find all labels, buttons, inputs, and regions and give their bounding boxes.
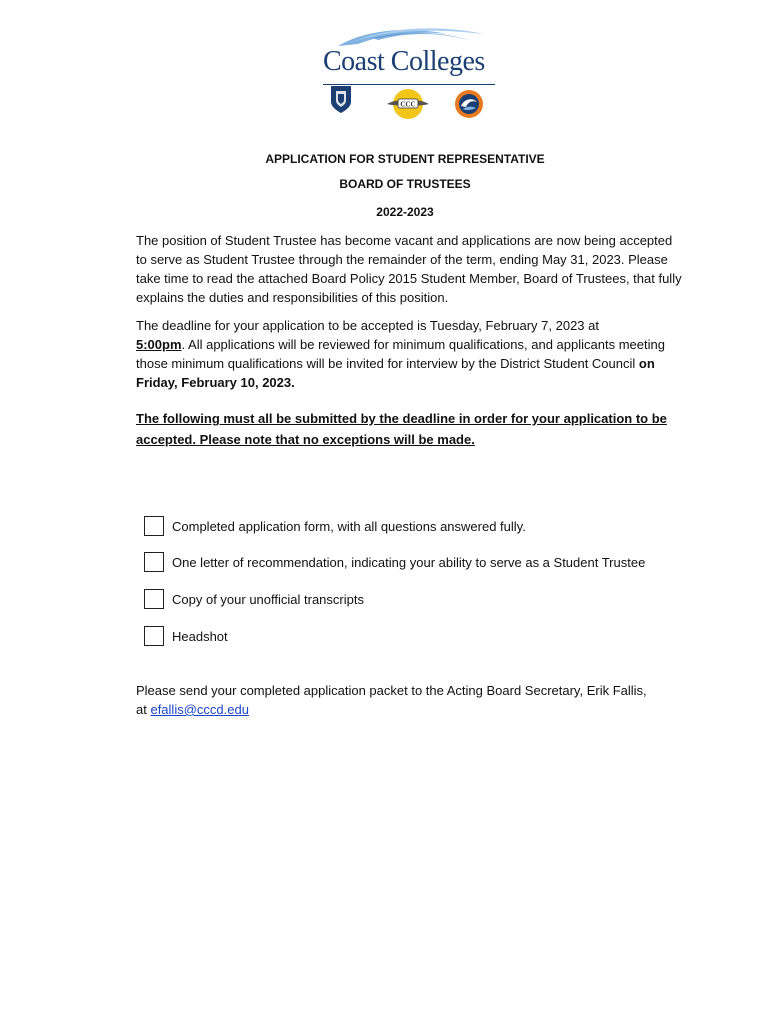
deadline-review-text: . All applications will be reviewed for minimum qualifications, and applicants meeting those minimum qualifications will be invited for interview by the District Student Council bbox=[136, 337, 665, 371]
submission-notice: The following must all be submitted by the deadline in order for your application to be accepted. Please note that no exceptions will be made. bbox=[136, 411, 667, 447]
deadline-paragraph bbox=[136, 316, 686, 392]
shield-seal-icon bbox=[330, 84, 352, 114]
ccc-seal-icon bbox=[385, 88, 431, 120]
document-subtitle: BOARD OF TRUSTEES bbox=[339, 177, 471, 191]
application-form-checkbox[interactable] bbox=[144, 516, 164, 536]
headshot-checkbox[interactable] bbox=[144, 626, 164, 646]
ccc-seal-label: CCC bbox=[400, 100, 416, 109]
recommendation-letter-checkbox[interactable] bbox=[144, 552, 164, 572]
checklist-label: Copy of your unofficial transcripts bbox=[172, 591, 364, 607]
document-title: APPLICATION FOR STUDENT REPRESENTATIVE bbox=[265, 152, 545, 166]
document-year: 2022-2023 bbox=[376, 205, 434, 219]
checklist-label: Headshot bbox=[172, 628, 228, 644]
logo-wordmark: Coast Colleges bbox=[323, 46, 485, 77]
submission-text: Please send your completed application packet to the Acting Board Secretary, Erik Fallis, at bbox=[136, 683, 647, 717]
deadline-time: 5:00pm bbox=[136, 337, 182, 352]
wave-seal-icon bbox=[454, 89, 484, 119]
checklist-item bbox=[144, 550, 645, 574]
email-link[interactable]: efallis@cccd.edu bbox=[150, 702, 249, 717]
interview-date: on Friday, February 10, 2023. bbox=[136, 356, 655, 390]
transcripts-checkbox[interactable] bbox=[144, 589, 164, 609]
deadline-text: The deadline for your application to be accepted is Tuesday, February 7, 2023 at bbox=[136, 318, 599, 333]
checklist-label: Completed application form, with all questions answered fully. bbox=[172, 518, 526, 534]
checklist-item bbox=[144, 624, 228, 648]
checklist-label: One letter of recommendation, indicating your ability to serve as a Student Trustee bbox=[172, 554, 646, 570]
checklist-item bbox=[144, 514, 526, 538]
checklist-item bbox=[144, 587, 364, 611]
submission-instructions bbox=[136, 681, 656, 719]
intro-paragraph: The position of Student Trustee has become vacant and applications are now being accepted to serve as Student Trustee through the remainder of the term, ending May 31, 2023. Please take time to read the attached Board Policy 2015 Student Member, Board of Trustees, that fully explains the duties and responsibilities of this position. bbox=[136, 233, 682, 305]
